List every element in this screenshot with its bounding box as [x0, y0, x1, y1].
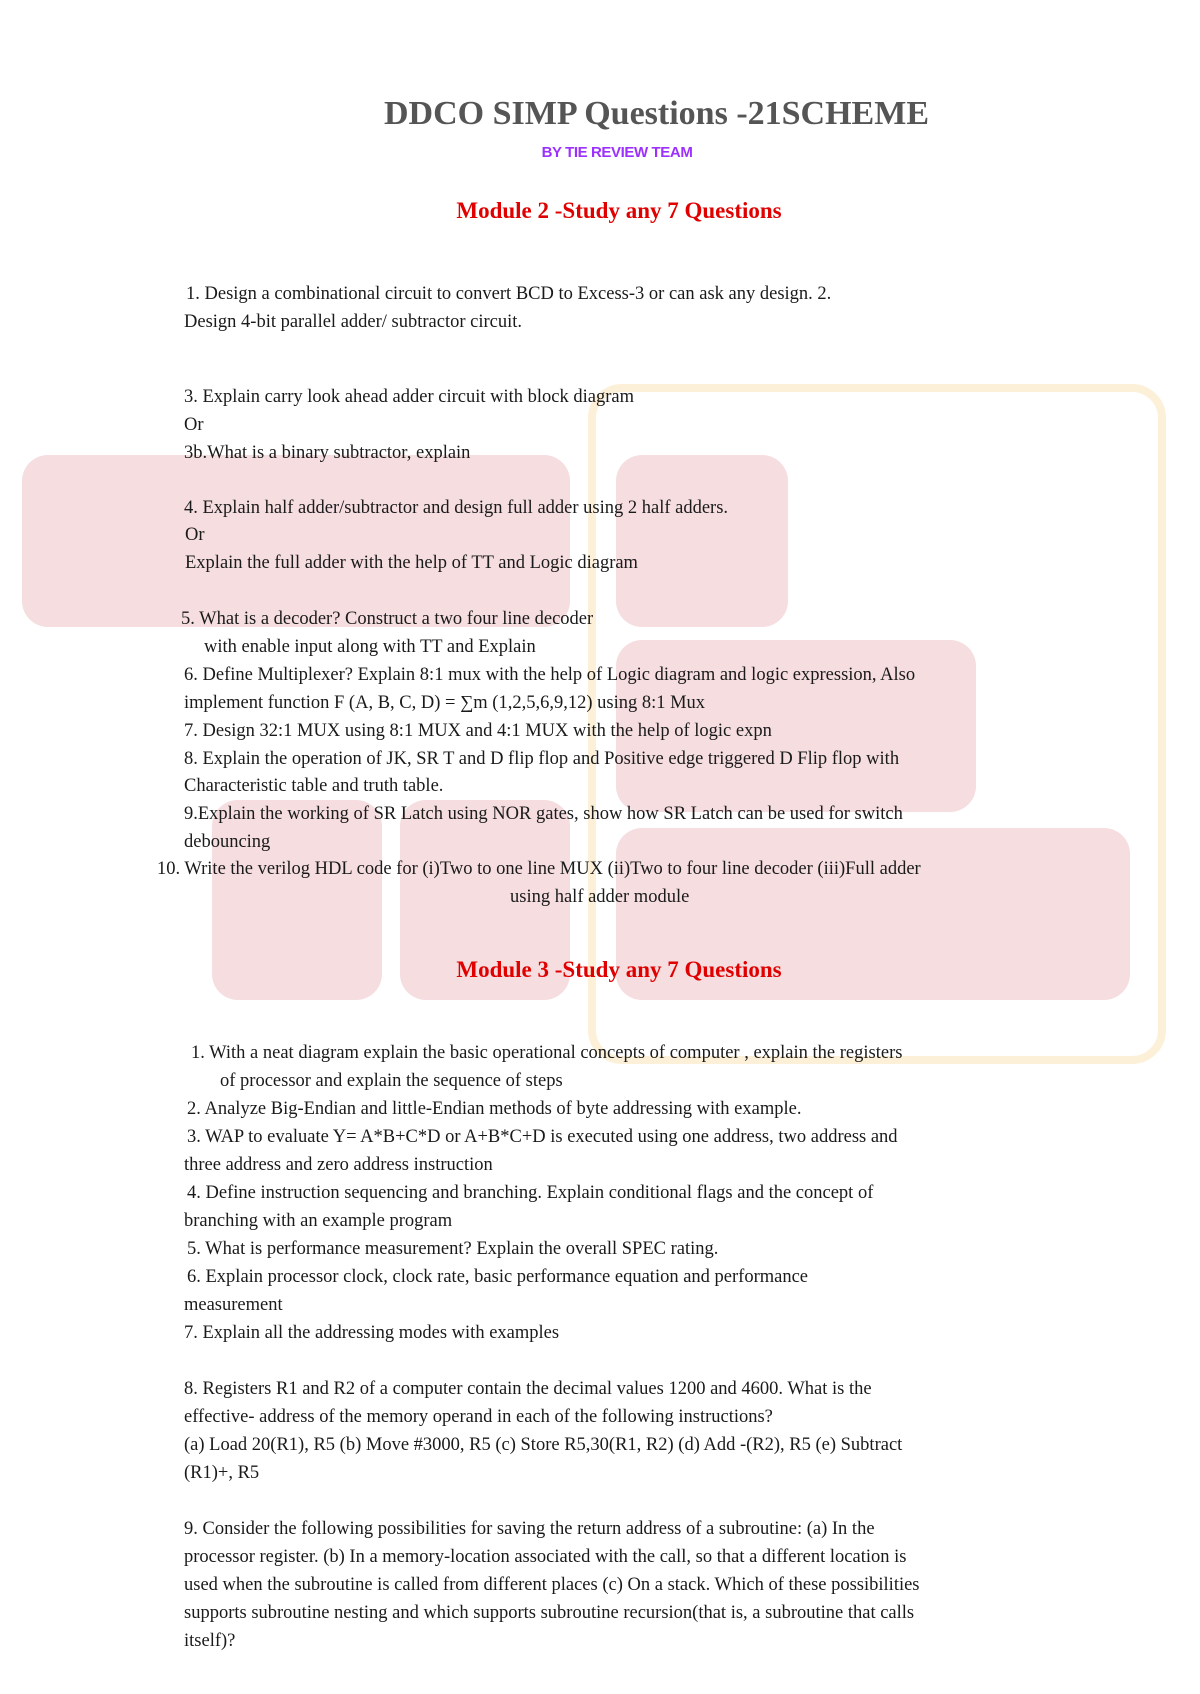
module-3-line: (a) Load 20(R1), R5 (b) Move #3000, R5 (c) Store R5,30(R1, R2) (d) Add -(R2), R5 (e) Subtract: [184, 1435, 903, 1455]
module-2-line: 3. Explain carry look ahead adder circuit with block diagram: [184, 387, 634, 407]
module-2-line: Or: [184, 415, 204, 435]
module-3-line: 5. What is performance measurement? Explain the overall SPEC rating.: [187, 1239, 719, 1259]
module-2-line: Or: [185, 525, 205, 545]
module-2-line: 7. Design 32:1 MUX using 8:1 MUX and 4:1 MUX with the help of logic expn: [184, 721, 772, 741]
module-3-line: branching with an example program: [184, 1211, 453, 1231]
module-3-line: 8. Registers R1 and R2 of a computer contain the decimal values 1200 and 4600. What is the: [184, 1379, 872, 1399]
module-2-line: Design 4-bit parallel adder/ subtractor circuit.: [184, 312, 523, 332]
module-3-line: 1. With a neat diagram explain the basic operational concepts of computer , explain the registers: [191, 1043, 903, 1063]
module-2-line: 5. What is a decoder? Construct a two four line decoder: [181, 609, 594, 629]
document-title: DDCO SIMP Questions -21SCHEME: [384, 95, 929, 132]
module-3-heading: Module 3 -Study any 7 Questions: [456, 957, 782, 982]
module-3-line: (R1)+, R5: [184, 1463, 260, 1483]
module-3-line: processor register. (b) In a memory-location associated with the call, so that a different location is: [184, 1547, 907, 1567]
module-3-line: three address and zero address instruction: [184, 1155, 493, 1175]
module-2-line: with enable input along with TT and Explain: [204, 637, 536, 657]
module-3-line: itself)?: [184, 1631, 236, 1651]
module-2-line: using half adder module: [510, 887, 690, 907]
module-2-heading: Module 2 -Study any 7 Questions: [456, 198, 782, 223]
module-2-line: 9.Explain the working of SR Latch using NOR gates, show how SR Latch can be used for switch: [184, 804, 903, 824]
document-subtitle: BY TIE REVIEW TEAM: [541, 144, 693, 161]
module-2-line: implement function F (A, B, C, D) = ∑m (1,2,5,6,9,12) using 8:1 Mux: [184, 693, 706, 713]
module-3-line: 3. WAP to evaluate Y= A*B+C*D or A+B*C+D is executed using one address, two address and: [187, 1127, 898, 1147]
module-2-line: Explain the full adder with the help of TT and Logic diagram: [185, 553, 638, 573]
module-3-line: measurement: [184, 1295, 283, 1315]
module-2-line: 10. Write the verilog HDL code for (i)Two to one line MUX (ii)Two to four line decoder (iii)Full adder: [157, 859, 921, 879]
module-3-line: 6. Explain processor clock, clock rate, basic performance equation and performance: [187, 1267, 809, 1287]
module-3-line: 4. Define instruction sequencing and branching. Explain conditional flags and the concept of: [187, 1183, 874, 1203]
module-3-line: of processor and explain the sequence of steps: [220, 1071, 563, 1091]
module-2-line: 1. Design a combinational circuit to convert BCD to Excess-3 or can ask any design. 2.: [186, 284, 832, 304]
module-3-line: effective- address of the memory operand in each of the following instructions?: [184, 1407, 773, 1427]
module-2-line: Characteristic table and truth table.: [184, 776, 444, 796]
module-2-line: 3b.What is a binary subtractor, explain: [184, 443, 471, 463]
module-3-line: supports subroutine nesting and which supports subroutine recursion(that is, a subroutine that calls: [184, 1603, 915, 1623]
module-2-line: 6. Define Multiplexer? Explain 8:1 mux with the help of Logic diagram and logic expression, Also: [184, 665, 916, 685]
module-3-line: 9. Consider the following possibilities for saving the return address of a subroutine: (a) In the: [184, 1519, 875, 1539]
module-2-line: debouncing: [184, 832, 271, 852]
module-3-line: used when the subroutine is called from different places (c) On a stack. Which of these possibilities: [184, 1575, 920, 1595]
module-3-line: 2. Analyze Big-Endian and little-Endian methods of byte addressing with example.: [187, 1099, 802, 1119]
module-3-line: 7. Explain all the addressing modes with examples: [184, 1323, 560, 1343]
module-2-line: 8. Explain the operation of JK, SR T and D flip flop and Positive edge triggered D Flip flop with: [184, 749, 900, 769]
module-2-line: 4. Explain half adder/subtractor and design full adder using 2 half adders.: [184, 498, 729, 518]
